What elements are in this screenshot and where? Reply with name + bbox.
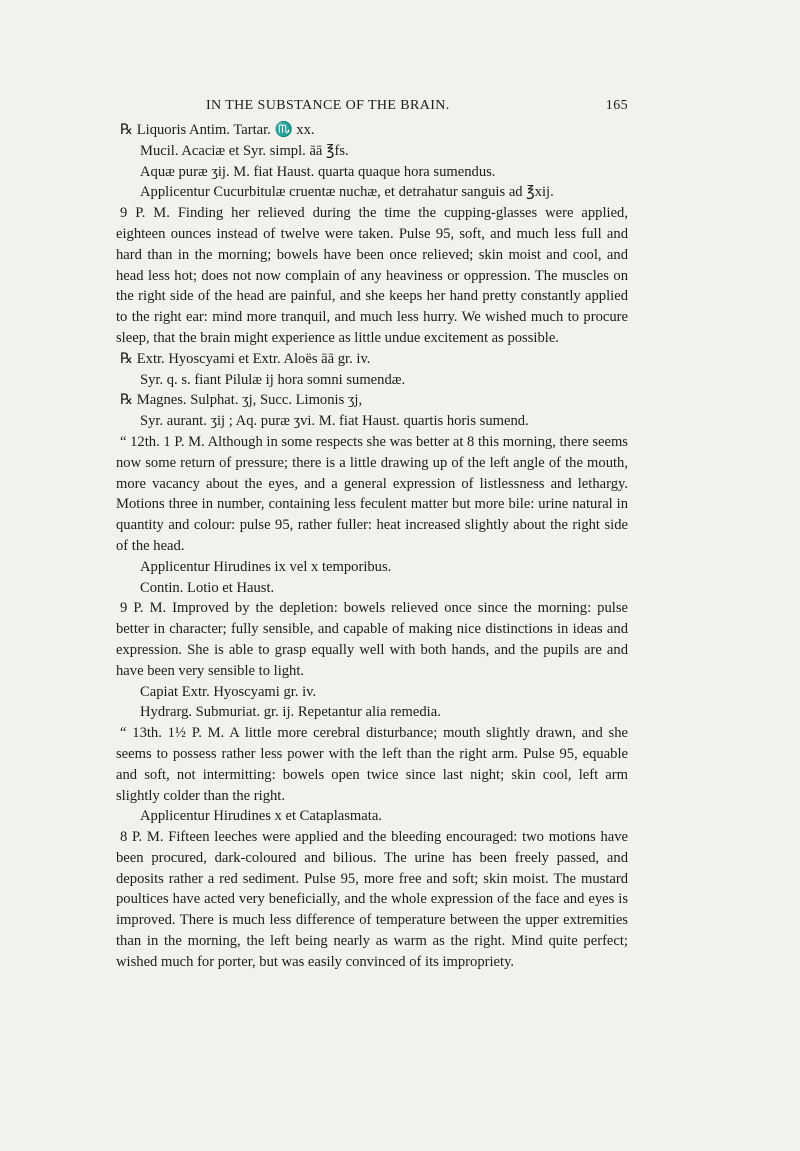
text-line: Capiat Extr. Hyoscyami gr. iv. (140, 683, 317, 700)
paragraph: 9 P. M. Improved by the depletion: bowels relieved once since the morning: pulse better in character; fully sensible, and capable of making nice distinctions in ideas and expression. She is able to grasp equally well with both hands, and the pupils are and have been very sensible to light. (116, 600, 628, 679)
text-line: Syr. q. s. fiant Pilulæ ij hora somni sumendæ. (140, 371, 406, 388)
text-line: Hydrarg. Submuriat. gr. ij. Repetantur alia remedia. (140, 704, 441, 721)
paragraph: 9 P. M. Finding her relieved during the time the cupping-glasses were applied, eighteen ounces instead of twelve were taken. Pulse 95, soft, and much less full and hard than in the morning; bowels have been once relieved; skin moist and cool, and head less hot; does not now complain of any heaviness or oppression. The muscles on the right side of the head are painful, and she keeps her hand pretty constantly applied to the right ear: mind more tranquil, and much less hurry. We wished much to procure sleep, that the brain might experience as little undue excitement as possible. (116, 205, 628, 346)
paragraph: “ 13th. 1½ P. M. A little more cerebral disturbance; mouth slightly drawn, and she seems to possess rather less power with the left than the right arm. Pulse 95, equable and soft, not intermitting: bowels open twice since last night; skin cool, left arm slightly colder than the right. (116, 725, 628, 804)
text-line: Applicentur Hirudines x et Cataplasmata. (140, 808, 382, 825)
text-line: ℞ Liquoris Antim. Tartar. ♏ xx. (120, 122, 315, 138)
text-line: Applicentur Cucurbitulæ cruentæ nuchæ, et detrahatur sanguis ad ℥xij. (140, 184, 554, 201)
running-title: IN THE SUBSTANCE OF THE BRAIN. (206, 98, 450, 113)
page-number: 165 (605, 98, 628, 113)
page-body (116, 120, 628, 973)
paragraph: “ 12th. 1 P. M. Although in some respects she was better at 8 this morning, there seems now some return of pressure; there is a little drawing up of the left angle of the mouth, more vacancy about the eyes, and a general expression of listlessness and lethargy. Motions three in number, containing less feculent matter but more bile: urine natural in quantity and colour: pulse 95, rather fuller: heat increased slightly about the right side of the head. (116, 433, 628, 554)
text-line: Applicentur Hirudines ix vel x temporibus. (140, 558, 392, 575)
text-line: Syr. aurant. ʒij ; Aq. puræ ʒvi. M. fiat Haust. quartis horis sumend. (140, 413, 529, 430)
text-line: Contin. Lotio et Haust. (140, 579, 275, 596)
text-line: Mucil. Acaciæ et Syr. simpl. āā ℥fs. (140, 142, 349, 159)
running-header (116, 98, 628, 120)
text-line: ℞ Magnes. Sulphat. ʒj, Succ. Limonis ʒj, (120, 392, 363, 409)
text-line: Aquæ puræ ʒij. M. fiat Haust. quarta quaque hora sumendus. (140, 163, 496, 180)
paragraph: 8 P. M. Fifteen leeches were applied and the bleeding encouraged: two motions have been procured, dark-coloured and bilious. The urine has been freely passed, and deposits rather a red sediment. Pulse 95, more free and soft; skin moist. The mustard poultices have acted very beneficially, and the whole expression of the face and eyes is improved. There is much less difference of temperature between the upper extremities than in the morning, the left being nearly as warm as the right. Mind quite perfect; wished much for porter, but was easily convinced of its impropriety. (116, 829, 628, 970)
text-line: ℞ Extr. Hyoscyami et Extr. Aloës āā gr. iv. (120, 350, 371, 367)
